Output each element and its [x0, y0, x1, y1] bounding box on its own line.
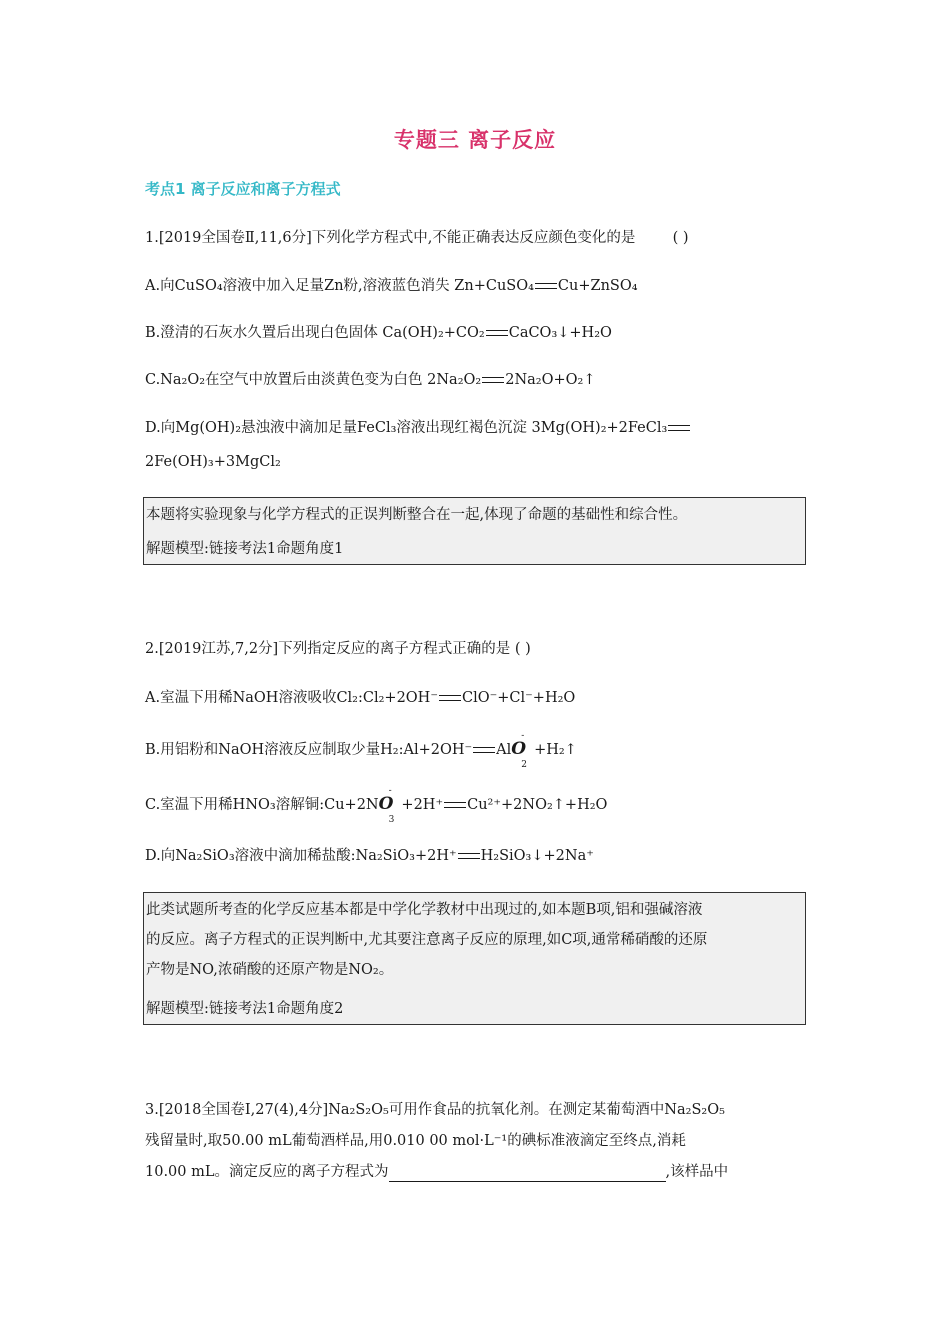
analysis-note-line: 产物是NO,浓硝酸的还原产物是NO₂。	[146, 962, 394, 978]
question-3-line-3: 10.00 mL。滴定反应的离子方程式为 ,该样品中	[145, 1164, 729, 1180]
analysis-note-line: 的反应。离子方程式的正误判断中,尤其要注意离子反应的原理,如C项,通常稀硝酸的还原	[146, 932, 708, 948]
question-1-stem: 1.[2019全国卷Ⅱ,11,6分]下列化学方程式中,不能正确表达反应颜色变化的是 ( )	[145, 230, 689, 246]
question-3-line-1: 3.[2018全国卷Ⅰ,27(4),4分]Na₂S₂O₅可用作食品的抗氧化剂。在测定某葡萄酒中Na₂S₂O₅	[145, 1102, 725, 1118]
question-2-stem: 2.[2019江苏,7,2分]下列指定反应的离子方程式正确的是 ( )	[145, 641, 531, 657]
question-1-option-d-cont: 2Fe(OH)₃+3MgCl₂	[145, 454, 281, 470]
analysis-box-1	[143, 497, 806, 565]
nitrate-ion: O - 3	[378, 786, 395, 825]
analysis-box-2	[143, 892, 806, 1025]
equals-sign	[444, 802, 466, 808]
section-heading: 考点1 离子反应和离子方程式	[145, 180, 341, 198]
question-1-option-b: B.澄清的石灰水久置后出现白色固体 Ca(OH)₂+CO₂ CaCO₃↓+H₂O	[145, 325, 612, 341]
page-title: 专题三 离子反应	[393, 128, 557, 152]
answer-paren: ( )	[672, 230, 689, 246]
solution-model: 解题模型:链接考法1命题角度2	[146, 1001, 344, 1017]
question-3-line-2: 残留量时,取50.00 mL葡萄酒样品,用0.010 00 mol·L⁻¹的碘标准液滴定至终点,消耗	[145, 1133, 686, 1149]
equals-sign	[535, 283, 557, 289]
analysis-note-line: 此类试题所考查的化学反应基本都是中学化学教材中出现过的,如本题B项,铝和强碱溶液	[146, 902, 703, 918]
question-2-option-d: D.向Na₂SiO₃溶液中滴加稀盐酸:Na₂SiO₃+2H⁺ H₂SiO₃↓+2Na⁺	[145, 848, 594, 864]
equals-sign	[439, 695, 461, 701]
question-1-option-a: A.向CuSO₄溶液中加入足量Zn粉,溶液蓝色消失 Zn+CuSO₄ Cu+ZnSO₄	[145, 278, 638, 294]
equals-sign	[473, 747, 495, 753]
question-1-option-c: C.Na₂O₂在空气中放置后由淡黄色变为白色 2Na₂O₂ 2Na₂O+O₂↑	[145, 372, 596, 388]
question-2-option-a: A.室温下用稀NaOH溶液吸收Cl₂:Cl₂+2OH⁻ ClO⁻+Cl⁻+H₂O	[145, 690, 576, 706]
answer-blank[interactable]	[389, 1165, 666, 1182]
equals-sign	[458, 853, 480, 859]
question-2-option-b: B.用铝粉和NaOH溶液反应制取少量H₂:Al+2OH⁻ AlO - 2 +H₂↑	[145, 731, 577, 770]
question-1-option-d: D.向Mg(OH)₂悬浊液中滴加足量FeCl₃溶液出现红褐色沉淀 3Mg(OH)₂+2FeCl₃	[145, 418, 691, 438]
aluminate-ion: O - 2	[511, 731, 527, 770]
equals-sign	[482, 377, 504, 383]
answer-paren: ( )	[514, 641, 531, 657]
solution-model: 解题模型:链接考法1命题角度1	[146, 541, 344, 557]
analysis-note: 本题将实验现象与化学方程式的正误判断整合在一起,体现了命题的基础性和综合性。	[146, 507, 688, 523]
question-2-option-c: C.室温下用稀HNO₃溶解铜:Cu+2NO - 3 +2H⁺ Cu²⁺+2NO₂↑+H₂O	[145, 786, 608, 825]
equals-sign	[486, 330, 508, 336]
equals-sign	[668, 425, 690, 431]
